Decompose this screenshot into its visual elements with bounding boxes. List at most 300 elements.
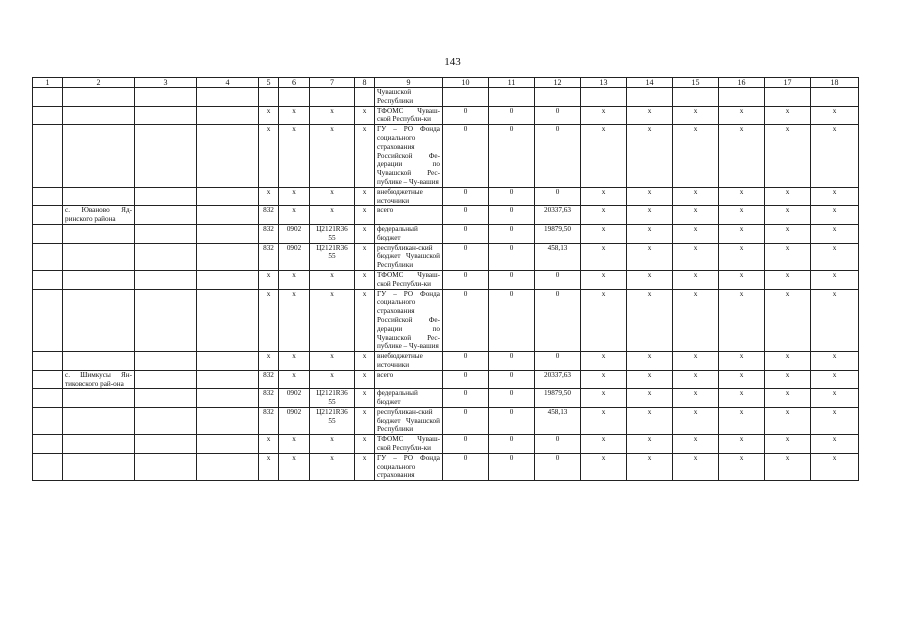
cell-section: x — [279, 289, 310, 352]
cell-funding-source: внебюджетные источники — [375, 352, 443, 371]
cell-value — [719, 88, 765, 107]
cell-value: 0 — [535, 106, 581, 125]
cell-value: x — [765, 125, 811, 188]
cell-value: 20337,63 — [535, 370, 581, 389]
cell-value: x — [719, 289, 765, 352]
cell-col1 — [33, 125, 63, 188]
cell-col4 — [197, 206, 259, 225]
cell-col3 — [135, 88, 197, 107]
cell-value: 0 — [489, 206, 535, 225]
cell-value: x — [627, 370, 673, 389]
cell-code: x — [259, 435, 279, 454]
cell-value: x — [673, 125, 719, 188]
cell-col4 — [197, 270, 259, 289]
cell-value: 0 — [443, 370, 489, 389]
cell-value: x — [765, 435, 811, 454]
cell-target-article: Ц2121R36 55 — [310, 389, 355, 408]
cell-section — [279, 88, 310, 107]
table-row — [33, 106, 859, 125]
cell-value: x — [581, 453, 627, 480]
table-row — [33, 270, 859, 289]
cell-value: 0 — [535, 187, 581, 206]
cell-object-name — [63, 407, 135, 434]
cell-value: 0 — [443, 224, 489, 243]
cell-code: 832 — [259, 370, 279, 389]
cell-value: 0 — [489, 125, 535, 188]
cell-value: 0 — [443, 389, 489, 408]
cell-target-article: x — [310, 435, 355, 454]
cell-value: x — [719, 125, 765, 188]
cell-value: x — [811, 435, 859, 454]
cell-section: x — [279, 352, 310, 371]
cell-col4 — [197, 243, 259, 270]
cell-value: x — [765, 453, 811, 480]
cell-section: 0902 — [279, 407, 310, 434]
cell-code: x — [259, 453, 279, 480]
cell-target-article: x — [310, 352, 355, 371]
cell-section: 0902 — [279, 243, 310, 270]
cell-section: x — [279, 206, 310, 225]
cell-value: x — [581, 106, 627, 125]
cell-funding-source: всего — [375, 370, 443, 389]
cell-col1 — [33, 224, 63, 243]
cell-section: x — [279, 370, 310, 389]
cell-value: x — [627, 435, 673, 454]
cell-expense-type: x — [355, 224, 375, 243]
cell-col1 — [33, 435, 63, 454]
cell-value: x — [811, 370, 859, 389]
cell-value: x — [627, 224, 673, 243]
cell-value: 0 — [489, 435, 535, 454]
cell-value: x — [673, 352, 719, 371]
cell-value: x — [673, 407, 719, 434]
cell-code: x — [259, 106, 279, 125]
cell-funding-source: всего — [375, 206, 443, 225]
cell-col1 — [33, 187, 63, 206]
cell-col1 — [33, 453, 63, 480]
table-row — [33, 125, 859, 188]
cell-target-article: x — [310, 453, 355, 480]
header-cell: 11 — [489, 78, 535, 88]
cell-target-article: Ц2121R36 55 — [310, 243, 355, 270]
cell-col4 — [197, 453, 259, 480]
cell-value: x — [673, 289, 719, 352]
cell-value: 0 — [443, 270, 489, 289]
cell-funding-source: ТФОМС Чуваш-ской Республи-ки — [375, 435, 443, 454]
cell-col1 — [33, 243, 63, 270]
cell-value: 0 — [443, 407, 489, 434]
cell-col3 — [135, 106, 197, 125]
cell-value: x — [719, 187, 765, 206]
cell-value: 19879,50 — [535, 224, 581, 243]
cell-col1 — [33, 389, 63, 408]
cell-value: 0 — [535, 270, 581, 289]
cell-col3 — [135, 407, 197, 434]
cell-col1 — [33, 106, 63, 125]
cell-expense-type: x — [355, 270, 375, 289]
cell-object-name — [63, 125, 135, 188]
header-cell: 13 — [581, 78, 627, 88]
cell-value: x — [581, 125, 627, 188]
cell-value: x — [581, 224, 627, 243]
cell-value: x — [673, 389, 719, 408]
header-cell: 15 — [673, 78, 719, 88]
cell-value: x — [719, 224, 765, 243]
cell-object-name — [63, 289, 135, 352]
cell-value — [673, 88, 719, 107]
cell-object-name — [63, 224, 135, 243]
cell-code: 832 — [259, 389, 279, 408]
cell-value: x — [581, 243, 627, 270]
cell-value: 458,13 — [535, 243, 581, 270]
cell-value: x — [673, 453, 719, 480]
cell-value: 0 — [443, 435, 489, 454]
cell-value: x — [581, 206, 627, 225]
cell-col3 — [135, 125, 197, 188]
cell-value: x — [673, 243, 719, 270]
cell-value: x — [581, 289, 627, 352]
cell-expense-type — [355, 88, 375, 107]
cell-value: x — [719, 243, 765, 270]
cell-value: x — [765, 224, 811, 243]
cell-value: x — [627, 389, 673, 408]
cell-value: 0 — [489, 187, 535, 206]
cell-funding-source: ГУ – РО Фонда социального страхования — [375, 453, 443, 480]
cell-col1 — [33, 352, 63, 371]
cell-value: x — [719, 370, 765, 389]
cell-col1 — [33, 206, 63, 225]
cell-value: x — [811, 206, 859, 225]
header-cell: 16 — [719, 78, 765, 88]
cell-value: 0 — [489, 407, 535, 434]
cell-object-name — [63, 352, 135, 371]
cell-value: 0 — [443, 453, 489, 480]
cell-code: x — [259, 187, 279, 206]
cell-object-name: с. Юваново Яд-ринского района — [63, 206, 135, 225]
cell-funding-source: республикан-ский бюджет Чувашской Республики — [375, 407, 443, 434]
cell-value: x — [719, 453, 765, 480]
cell-col4 — [197, 289, 259, 352]
cell-expense-type: x — [355, 106, 375, 125]
cell-object-name — [63, 187, 135, 206]
cell-value: x — [673, 370, 719, 389]
header-cell: 17 — [765, 78, 811, 88]
table-row — [33, 389, 859, 408]
header-cell: 9 — [375, 78, 443, 88]
table-row — [33, 224, 859, 243]
cell-target-article: x — [310, 187, 355, 206]
cell-expense-type: x — [355, 370, 375, 389]
cell-value: 0 — [443, 352, 489, 371]
cell-value: 0 — [489, 352, 535, 371]
cell-code: 832 — [259, 407, 279, 434]
cell-value: 0 — [443, 125, 489, 188]
cell-value — [535, 88, 581, 107]
cell-value: x — [581, 187, 627, 206]
cell-col4 — [197, 389, 259, 408]
cell-value — [627, 88, 673, 107]
cell-code: x — [259, 352, 279, 371]
cell-expense-type: x — [355, 289, 375, 352]
cell-section: 0902 — [279, 389, 310, 408]
cell-section: x — [279, 435, 310, 454]
cell-funding-source: федеральный бюджет — [375, 389, 443, 408]
cell-value: x — [719, 106, 765, 125]
cell-value: x — [719, 407, 765, 434]
cell-value: x — [627, 407, 673, 434]
cell-expense-type: x — [355, 125, 375, 188]
header-cell: 14 — [627, 78, 673, 88]
cell-col3 — [135, 453, 197, 480]
cell-value — [765, 88, 811, 107]
cell-col4 — [197, 435, 259, 454]
cell-section: x — [279, 453, 310, 480]
cell-value — [443, 88, 489, 107]
cell-expense-type: x — [355, 352, 375, 371]
cell-code: 832 — [259, 206, 279, 225]
cell-value: x — [811, 352, 859, 371]
cell-object-name: с. Шимкусы Ян-тиковского рай-она — [63, 370, 135, 389]
cell-funding-source: федеральный бюджет — [375, 224, 443, 243]
cell-value: x — [581, 352, 627, 371]
cell-value: x — [673, 206, 719, 225]
table-row — [33, 435, 859, 454]
cell-value: x — [627, 206, 673, 225]
cell-value: x — [719, 435, 765, 454]
cell-value: x — [673, 106, 719, 125]
cell-col1 — [33, 407, 63, 434]
cell-value: x — [627, 125, 673, 188]
table-row — [33, 88, 859, 107]
cell-col3 — [135, 370, 197, 389]
cell-value: x — [581, 370, 627, 389]
cell-section: x — [279, 106, 310, 125]
cell-value: 0 — [535, 289, 581, 352]
cell-funding-source: ТФОМС Чуваш-ской Республи-ки — [375, 270, 443, 289]
cell-value: 458,13 — [535, 407, 581, 434]
table-row — [33, 206, 859, 225]
cell-value: 0 — [489, 270, 535, 289]
cell-value: x — [811, 270, 859, 289]
cell-col4 — [197, 125, 259, 188]
cell-value: x — [627, 352, 673, 371]
cell-value: x — [673, 224, 719, 243]
header-cell: 6 — [279, 78, 310, 88]
cell-object-name — [63, 435, 135, 454]
cell-value: 0 — [443, 106, 489, 125]
cell-funding-source: ГУ – РО Фонда социального страхования Российской Фе-дерации по Чувашской Рес-публике – Чу-вашия — [375, 289, 443, 352]
cell-col3 — [135, 187, 197, 206]
cell-value: x — [673, 270, 719, 289]
cell-value: x — [627, 243, 673, 270]
page-number: 143 — [444, 56, 461, 68]
cell-value: x — [765, 289, 811, 352]
cell-value: x — [719, 352, 765, 371]
cell-section: x — [279, 125, 310, 188]
header-cell: 10 — [443, 78, 489, 88]
cell-target-article: x — [310, 289, 355, 352]
cell-value — [489, 88, 535, 107]
cell-value: x — [581, 270, 627, 289]
cell-value — [811, 88, 859, 107]
cell-value: 0 — [535, 435, 581, 454]
cell-col1 — [33, 270, 63, 289]
header-cell: 2 — [63, 78, 135, 88]
cell-object-name — [63, 88, 135, 107]
cell-value: x — [765, 389, 811, 408]
cell-col3 — [135, 224, 197, 243]
cell-value: x — [811, 187, 859, 206]
header-cell: 7 — [310, 78, 355, 88]
cell-value: 0 — [443, 289, 489, 352]
cell-value: x — [581, 435, 627, 454]
cell-value: x — [581, 389, 627, 408]
cell-value: 0 — [489, 224, 535, 243]
table-row — [33, 352, 859, 371]
cell-value: x — [627, 187, 673, 206]
cell-section: x — [279, 187, 310, 206]
cell-col4 — [197, 352, 259, 371]
cell-target-article: Ц2121R36 55 — [310, 224, 355, 243]
cell-col4 — [197, 224, 259, 243]
cell-col3 — [135, 389, 197, 408]
cell-object-name — [63, 389, 135, 408]
cell-funding-source: внебюджетные источники — [375, 187, 443, 206]
cell-value: x — [811, 243, 859, 270]
cell-target-article: x — [310, 125, 355, 188]
cell-value: x — [811, 407, 859, 434]
header-cell: 12 — [535, 78, 581, 88]
cell-value: x — [719, 206, 765, 225]
cell-funding-source: Чувашской Республики — [375, 88, 443, 107]
cell-value: x — [627, 270, 673, 289]
cell-object-name — [63, 243, 135, 270]
cell-value: x — [765, 407, 811, 434]
cell-value: 0 — [443, 243, 489, 270]
cell-value: x — [673, 435, 719, 454]
table-row — [33, 187, 859, 206]
cell-code — [259, 88, 279, 107]
cell-value — [581, 88, 627, 107]
cell-value: 0 — [443, 187, 489, 206]
cell-col4 — [197, 106, 259, 125]
header-cell: 18 — [811, 78, 859, 88]
cell-col3 — [135, 243, 197, 270]
cell-col3 — [135, 206, 197, 225]
cell-col3 — [135, 435, 197, 454]
cell-expense-type: x — [355, 243, 375, 270]
cell-target-article — [310, 88, 355, 107]
cell-object-name — [63, 270, 135, 289]
budget-table — [32, 77, 859, 481]
cell-value: x — [765, 270, 811, 289]
cell-col4 — [197, 370, 259, 389]
cell-expense-type: x — [355, 407, 375, 434]
cell-expense-type: x — [355, 435, 375, 454]
cell-target-article: x — [310, 206, 355, 225]
cell-col3 — [135, 352, 197, 371]
header-cell: 3 — [135, 78, 197, 88]
cell-value: x — [765, 187, 811, 206]
cell-value: x — [811, 106, 859, 125]
cell-value: x — [765, 352, 811, 371]
cell-value: 0 — [489, 243, 535, 270]
cell-value: x — [811, 224, 859, 243]
cell-value: 0 — [535, 453, 581, 480]
header-cell: 4 — [197, 78, 259, 88]
cell-expense-type: x — [355, 389, 375, 408]
cell-value: x — [581, 407, 627, 434]
cell-value: x — [811, 389, 859, 408]
header-cell: 8 — [355, 78, 375, 88]
cell-target-article: x — [310, 270, 355, 289]
cell-value: x — [627, 106, 673, 125]
table-row — [33, 243, 859, 270]
cell-value: x — [811, 453, 859, 480]
cell-funding-source: ГУ – РО Фонда социального страхования Российской Фе-дерации по Чувашской Рес-публике – Чу-вашия — [375, 125, 443, 188]
cell-col1 — [33, 88, 63, 107]
cell-value: x — [719, 270, 765, 289]
cell-col4 — [197, 187, 259, 206]
cell-value: x — [765, 243, 811, 270]
cell-expense-type: x — [355, 453, 375, 480]
cell-value: 0 — [489, 389, 535, 408]
cell-value: 0 — [443, 206, 489, 225]
cell-col4 — [197, 88, 259, 107]
cell-col3 — [135, 289, 197, 352]
cell-value: x — [627, 453, 673, 480]
cell-code: x — [259, 270, 279, 289]
cell-target-article: x — [310, 106, 355, 125]
cell-value: 0 — [489, 370, 535, 389]
cell-code: 832 — [259, 243, 279, 270]
cell-value: x — [627, 289, 673, 352]
cell-value: 0 — [489, 106, 535, 125]
cell-value: x — [673, 187, 719, 206]
cell-expense-type: x — [355, 187, 375, 206]
cell-object-name — [63, 453, 135, 480]
table-row — [33, 407, 859, 434]
cell-code: x — [259, 289, 279, 352]
header-cell: 1 — [33, 78, 63, 88]
cell-expense-type: x — [355, 206, 375, 225]
cell-object-name — [63, 106, 135, 125]
cell-value: x — [765, 370, 811, 389]
cell-value: x — [811, 125, 859, 188]
cell-col1 — [33, 370, 63, 389]
cell-value: 0 — [535, 125, 581, 188]
header-row — [33, 78, 859, 88]
cell-value: 0 — [535, 352, 581, 371]
cell-value: 0 — [489, 289, 535, 352]
cell-target-article: Ц2121R36 55 — [310, 407, 355, 434]
header-cell: 5 — [259, 78, 279, 88]
cell-funding-source: ТФОМС Чуваш-ской Республи-ки — [375, 106, 443, 125]
table-row — [33, 453, 859, 480]
cell-code: 832 — [259, 224, 279, 243]
cell-value: x — [765, 206, 811, 225]
cell-target-article: x — [310, 370, 355, 389]
cell-value: x — [765, 106, 811, 125]
cell-section: x — [279, 270, 310, 289]
table-row — [33, 370, 859, 389]
cell-code: x — [259, 125, 279, 188]
cell-col1 — [33, 289, 63, 352]
cell-funding-source: республикан-ский бюджет Чувашской Республики — [375, 243, 443, 270]
cell-col3 — [135, 270, 197, 289]
cell-value: 0 — [489, 453, 535, 480]
cell-value: x — [719, 389, 765, 408]
